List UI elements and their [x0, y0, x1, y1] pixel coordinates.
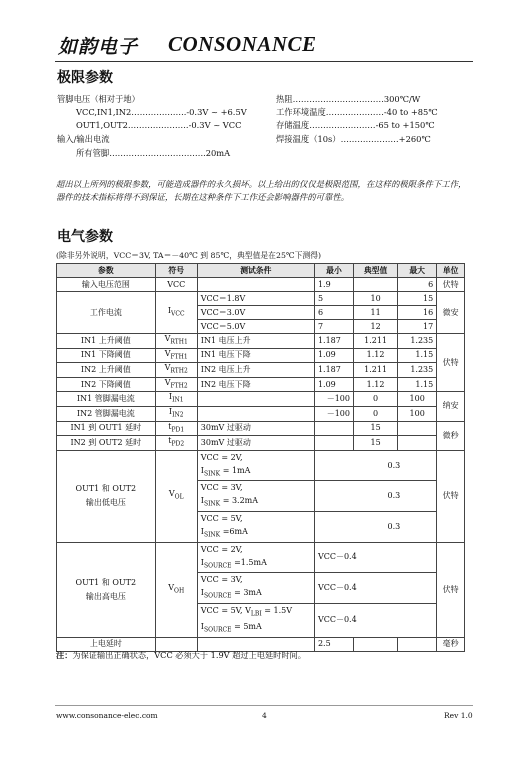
param-cell: IN2 管脚漏电流 [57, 406, 156, 421]
condition-cell: VCC = 2V, $I_{SOURCE} =1.5mA$ [197, 542, 314, 573]
condition-cell [197, 278, 314, 292]
section-title-electrical: 电气参数 [57, 229, 113, 245]
table-note: 注：为保证输出正确状态，VCC 必须大于 1.9V 超过上电延时时间。 [56, 650, 306, 660]
param-cell: IN1 到 OUT1 延时 [57, 421, 156, 436]
table-row [57, 436, 465, 451]
page-number: 4 [262, 711, 267, 720]
param-cell: OUT1 和 OUT2 输出高电压 [57, 542, 156, 637]
symbol-cell: $t_{PD1}$ [155, 421, 197, 436]
condition-cell: VCC = 3V, $I_{SOURCE} = 3mA$ [197, 573, 314, 604]
param-cell: IN1 上升阈值 [57, 334, 156, 349]
col-condition: 测试条件 [197, 264, 314, 278]
table-row [57, 450, 465, 481]
electrical-table [56, 263, 465, 652]
max-cell: 15 [398, 292, 437, 306]
condition-cell: 30mV 过驱动 [197, 421, 314, 436]
param-cell: 输入电压范围 [57, 278, 156, 292]
unit-cell: 微安 [437, 292, 465, 334]
table-row [57, 421, 465, 436]
col-symbol: 符号 [155, 264, 197, 278]
footer-url: www.consonance-elec.com [56, 711, 158, 720]
limit-left-2: OUT1,OUT2………………….-0.3V ~ VCC [76, 120, 242, 130]
warning-paragraph: 超出以上所列的极限参数，可能造成器件的永久损坏。以上给出的仅仅是极限范围，在这样的极限条件下工作，器件的技术指标将得不到保证，长期在这种条件下工作还会影响器件的可靠性。 [56, 179, 467, 202]
min-cell: 1.187 [314, 334, 353, 349]
symbol-cell: $V_{OL}$ [155, 450, 197, 542]
table-row [57, 278, 465, 292]
symbol-cell: $V_{OH}$ [155, 542, 197, 637]
symbol-cell: $I_{VCC}$ [155, 292, 197, 334]
param-cell: 上电延时 [57, 637, 156, 651]
max-cell: 1.235 [398, 363, 437, 378]
min-cell: 7 [314, 320, 353, 334]
min-cell: 5 [314, 292, 353, 306]
condition-cell [197, 392, 314, 407]
typ-cell: 1.211 [353, 334, 397, 349]
col-param: 参数 [57, 264, 156, 278]
table-row [57, 377, 465, 392]
limit-right-0: 热阻……………………………300℃/W [276, 94, 421, 104]
param-cell: IN2 上升阈值 [57, 363, 156, 378]
typ-cell: 15 [353, 421, 397, 436]
min-cell: VCC－0.4 [314, 573, 436, 604]
symbol-cell: $V_{FTH2}$ [155, 377, 197, 392]
symbol-cell: $V_{RTH1}$ [155, 334, 197, 349]
symbol-cell: $t_{PD2}$ [155, 436, 197, 451]
param-cell: 工作电流 [57, 292, 156, 334]
min-cell: 2.5 [314, 637, 353, 651]
limit-left-3: 输入/输出电流 [57, 134, 110, 144]
unit-cell: 伏特 [437, 542, 465, 637]
footer-divider [55, 705, 473, 706]
param-cell: IN1 管脚漏电流 [57, 392, 156, 407]
table-row [57, 392, 465, 407]
limit-right-2: 存储温度……………………-65 to +150℃ [276, 120, 435, 130]
symbol-cell: $V_{FTH1}$ [155, 348, 197, 363]
limit-left-0: 管脚电压（相对于地） [57, 94, 140, 104]
unit-cell: 伏特 [437, 334, 465, 392]
symbol-cell: $I_{IN2}$ [155, 406, 197, 421]
max-cell: 6 [398, 278, 437, 292]
max-cell: 100 [398, 406, 437, 421]
min-cell: 1.187 [314, 363, 353, 378]
typ-cell: 15 [353, 436, 397, 451]
condition-cell: IN1 电压下降 [197, 348, 314, 363]
condition-cell: IN2 电压上升 [197, 363, 314, 378]
min-cell [314, 421, 353, 436]
condition-cell: VCC＝3.0V [197, 306, 314, 320]
condition-cell: IN2 电压下降 [197, 377, 314, 392]
max-cell: 0.3 [314, 450, 436, 481]
max-cell: 17 [398, 320, 437, 334]
col-typ: 典型值 [353, 264, 397, 278]
typ-cell: 12 [353, 320, 397, 334]
condition-cell: 30mV 过驱动 [197, 436, 314, 451]
typ-cell [353, 637, 397, 651]
unit-cell: 毫秒 [437, 637, 465, 651]
max-cell: 0.3 [314, 481, 436, 512]
col-min: 最小 [314, 264, 353, 278]
limit-left-4: 所有管脚……………………………..20mA [76, 148, 231, 158]
typ-cell: 1.211 [353, 363, 397, 378]
unit-cell: 伏特 [437, 450, 465, 542]
max-cell: 1.15 [398, 377, 437, 392]
param-cell: IN2 到 OUT2 延时 [57, 436, 156, 451]
min-cell: VCC－0.4 [314, 542, 436, 573]
symbol-cell: VCC [155, 278, 197, 292]
condition-cell [197, 406, 314, 421]
limit-right-3: 焊接温度（10s）…………………+260℃ [276, 134, 431, 144]
condition-cell: VCC = 3V, $I_{SINK} = 3.2mA$ [197, 481, 314, 512]
electrical-conditions: (除非另外说明，VCC＝3V, TA＝－40℃ 到 85℃，典型值是在25℃下测得) [56, 251, 322, 260]
param-cell: IN2 下降阈值 [57, 377, 156, 392]
param-cell: OUT1 和 OUT2 输出低电压 [57, 450, 156, 542]
unit-cell: 伏特 [437, 278, 465, 292]
max-cell: 1.235 [398, 334, 437, 349]
condition-cell: IN1 电压上升 [197, 334, 314, 349]
condition-cell: VCC＝5.0V [197, 320, 314, 334]
min-cell: 6 [314, 306, 353, 320]
table-row [57, 406, 465, 421]
min-cell: －100 [314, 392, 353, 407]
max-cell [398, 421, 437, 436]
max-cell: 100 [398, 392, 437, 407]
table-row [57, 292, 465, 306]
header-divider [55, 61, 473, 62]
typ-cell: 0 [353, 392, 397, 407]
min-cell: 1.9 [314, 278, 353, 292]
brand-chinese: 如韵电子 [58, 36, 139, 58]
min-cell [314, 436, 353, 451]
table-header-row [57, 264, 465, 278]
typ-cell: 1.12 [353, 377, 397, 392]
typ-cell: 11 [353, 306, 397, 320]
col-max: 最大 [398, 264, 437, 278]
typ-cell: 0 [353, 406, 397, 421]
unit-cell: 纳安 [437, 392, 465, 421]
condition-cell: VCC = 5V, $V_{LBI} = 1.5V$ $I_{SOURCE} = 5mA$ [197, 603, 314, 637]
condition-cell: VCC = 5V, $I_{SINK} =6mA$ [197, 511, 314, 542]
table-row [57, 542, 465, 573]
table-row [57, 363, 465, 378]
min-cell: －100 [314, 406, 353, 421]
typ-cell: 1.12 [353, 348, 397, 363]
limit-right-1: 工作环境温度…………………-40 to +85℃ [276, 107, 438, 117]
typ-cell [353, 278, 397, 292]
typ-cell: 10 [353, 292, 397, 306]
revision: Rev 1.0 [444, 711, 473, 720]
unit-cell: 微秒 [437, 421, 465, 450]
min-cell: VCC－0.4 [314, 603, 436, 637]
max-cell [398, 637, 437, 651]
param-cell: IN1 下降阈值 [57, 348, 156, 363]
max-cell: 16 [398, 306, 437, 320]
col-unit: 单位 [437, 264, 465, 278]
max-cell: 1.15 [398, 348, 437, 363]
symbol-cell: $I_{IN1}$ [155, 392, 197, 407]
min-cell: 1.09 [314, 377, 353, 392]
table-row [57, 334, 465, 349]
condition-cell: VCC＝1.8V [197, 292, 314, 306]
min-cell: 1.09 [314, 348, 353, 363]
limit-left-1: VCC,IN1,IN2………………..-0.3V ~ +6.5V [76, 107, 247, 117]
max-cell [398, 436, 437, 451]
section-title-limits: 极限参数 [57, 70, 113, 86]
table-row [57, 348, 465, 363]
max-cell: 0.3 [314, 511, 436, 542]
symbol-cell: $V_{RTH2}$ [155, 363, 197, 378]
brand-english: CONSONANCE [168, 32, 317, 56]
condition-cell: VCC = 2V, $I_{SINK} = 1mA$ [197, 450, 314, 481]
